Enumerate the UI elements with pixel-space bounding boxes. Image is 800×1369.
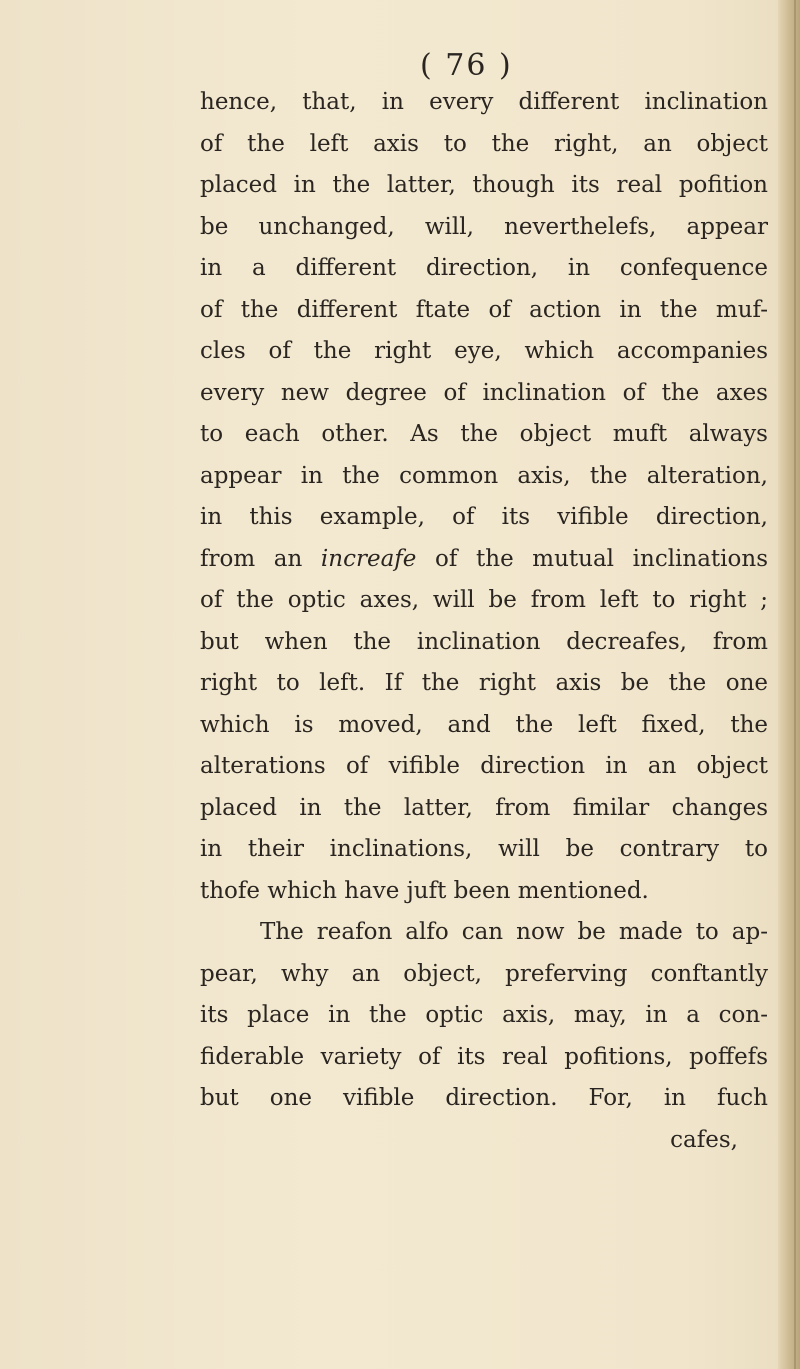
text-line: pear, why an object, preferving conftantly bbox=[200, 960, 768, 987]
text-line: fiderable variety of its real pofitions, poffefs bbox=[200, 1043, 768, 1070]
page-edge-shadow bbox=[778, 0, 800, 1369]
text-line: placed in the latter, from fimilar changes bbox=[200, 794, 768, 821]
text-line: to each other. As the object muft always bbox=[200, 421, 768, 447]
text-line: placed in the latter, though its real pofition bbox=[200, 172, 768, 198]
italic-word: increafe bbox=[320, 545, 417, 572]
text-line: of the left axis to the right, an object bbox=[200, 130, 768, 157]
text-line: of the optic axes, will be from left to right ; bbox=[200, 587, 768, 613]
text-line: cles of the right eye, which accompanies bbox=[200, 338, 768, 364]
text-line: but when the inclination decreafes, from bbox=[200, 628, 768, 655]
body-text bbox=[200, 82, 768, 1161]
text-line: thofe which have juft been mentioned. bbox=[200, 877, 649, 904]
text-line-with-italic bbox=[200, 539, 768, 581]
text-line: of the different ftate of action in the muf- bbox=[200, 296, 768, 323]
text-segment: of the mutual inclinations bbox=[416, 545, 768, 572]
text-line: in a different direction, in confequence bbox=[200, 255, 768, 281]
text-line: in this example, of its vifible direction, bbox=[200, 504, 768, 530]
text-line: hence, that, in every different inclination bbox=[200, 89, 768, 115]
text-line: in their inclinations, will be contrary to bbox=[200, 836, 768, 862]
text-line: right to left. If the right axis be the one bbox=[200, 670, 768, 696]
paragraph-start-line: The reafon alfo can now be made to ap- bbox=[260, 919, 768, 945]
text-line: alterations of vifible direction in an object bbox=[200, 753, 768, 779]
text-line: every new degree of inclination of the axes bbox=[200, 379, 768, 406]
catchword: cafes, bbox=[670, 1126, 738, 1153]
text-line: but one vifible direction. For, in fuch bbox=[200, 1085, 768, 1111]
page-number: ( 76 ) bbox=[420, 48, 513, 83]
text-line: its place in the optic axis, may, in a con- bbox=[200, 1002, 768, 1028]
text-segment: from an bbox=[200, 545, 321, 572]
text-line: be unchanged, will, neverthelefs, appear bbox=[200, 213, 768, 240]
text-line: which is moved, and the left fixed, the bbox=[200, 711, 768, 738]
text-line: appear in the common axis, the alteration, bbox=[200, 462, 768, 489]
